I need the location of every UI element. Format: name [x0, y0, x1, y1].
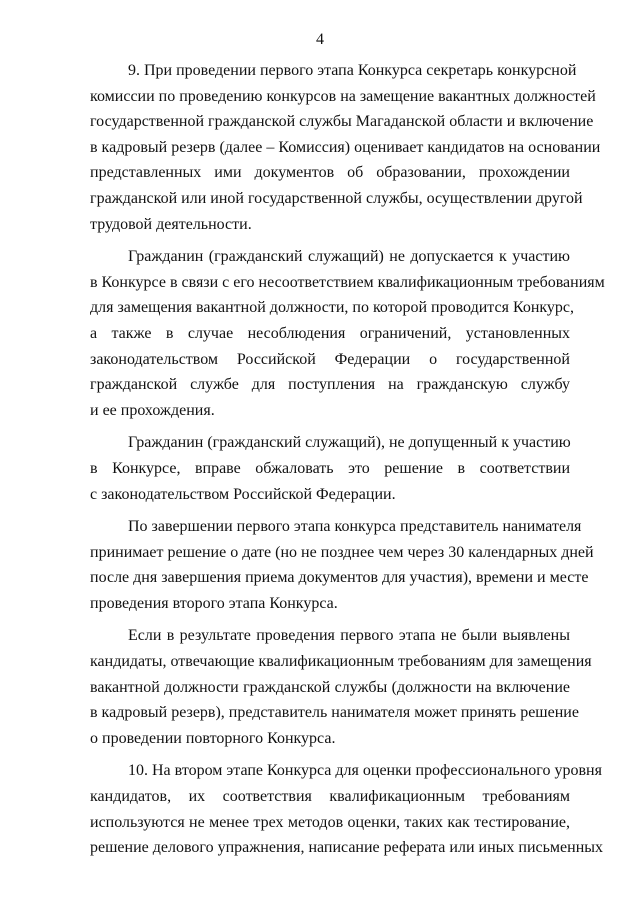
paragraph-gap [90, 237, 570, 244]
text-line: с законодательством Российской Федерации. [90, 485, 396, 503]
text-line: решение делового упражнения, написание реферата или иных письменных [90, 839, 604, 857]
paragraph-gap [90, 616, 570, 623]
paragraph-gap [90, 507, 570, 514]
text-line: 10. На втором этапе Конкурса для оценки профессионального уровня [128, 762, 602, 780]
text-line: и ее прохождения. [90, 401, 215, 419]
text-line: для замещения вакантной должности, по которой проводится Конкурс, [90, 299, 575, 317]
paragraph [90, 244, 605, 423]
text-line: используются не менее трех методов оценки, таких как тестирование, [90, 813, 570, 831]
paragraph [90, 58, 601, 237]
text-line: 9. При проведении первого этапа Конкурса секретарь конкурсной [128, 62, 577, 79]
text-line: принимает решение о дате (но не позднее чем через 30 календарных дней [90, 543, 594, 561]
text-line: законодательством Российской Федерации о государственной [90, 350, 570, 368]
text-line: государственной гражданской службы Магаданской области и включение [90, 113, 594, 131]
text-line: проведения второго этапа Конкурса. [90, 594, 338, 612]
paragraph [90, 623, 592, 751]
page-number: 4 [316, 31, 324, 48]
text-line: Гражданин (гражданский служащий), не допущенный к участию [128, 434, 571, 452]
text-line: в Конкурсе, вправе обжаловать это решение в соответствии [90, 459, 570, 477]
paragraph-gap [90, 423, 570, 430]
text-line: По завершении первого этапа конкурса представитель нанимателя [128, 518, 582, 536]
document-body [90, 58, 605, 861]
text-line: в Конкурсе в связи с его несоответствием квалификационным требованиям [90, 273, 605, 291]
text-line: трудовой деятельности. [90, 215, 252, 233]
text-line: о проведении повторного Конкурса. [90, 729, 336, 747]
text-line: в кадровый резерв), представитель нанимателя может принять решение [90, 704, 579, 722]
text-line: гражданской или иной государственной службы, осуществлении другой [90, 189, 583, 207]
paragraph-gap [90, 751, 570, 758]
text-line: кандидаты, отвечающие квалификационным требованиям для замещения [90, 653, 592, 671]
text-line: гражданской службе для поступления на гражданскую службу [90, 376, 570, 394]
text-line: Гражданин (гражданский служащий) не допускается к участию [128, 248, 570, 266]
text-line: комиссии по проведению конкурсов на замещение вакантных должностей [90, 87, 596, 105]
text-line: а также в случае несоблюдения ограничений, установленных [90, 324, 570, 342]
text-line: в кадровый резерв (далее – Комиссия) оценивает кандидатов на основании [90, 138, 601, 156]
paragraph [90, 758, 604, 860]
text-line: кандидатов, их соответствия квалификационным требованиям [90, 788, 570, 806]
text-line: после дня завершения приема документов для участия), времени и месте [90, 569, 589, 587]
paragraph [90, 430, 570, 507]
text-line: Если в результате проведения первого этапа не были выявлены [128, 627, 570, 645]
text-line: представленных ими документов об образовании, прохождении [90, 164, 570, 182]
text-line: вакантной должности гражданской службы (должности на включение [90, 678, 570, 696]
paragraph [90, 514, 594, 616]
